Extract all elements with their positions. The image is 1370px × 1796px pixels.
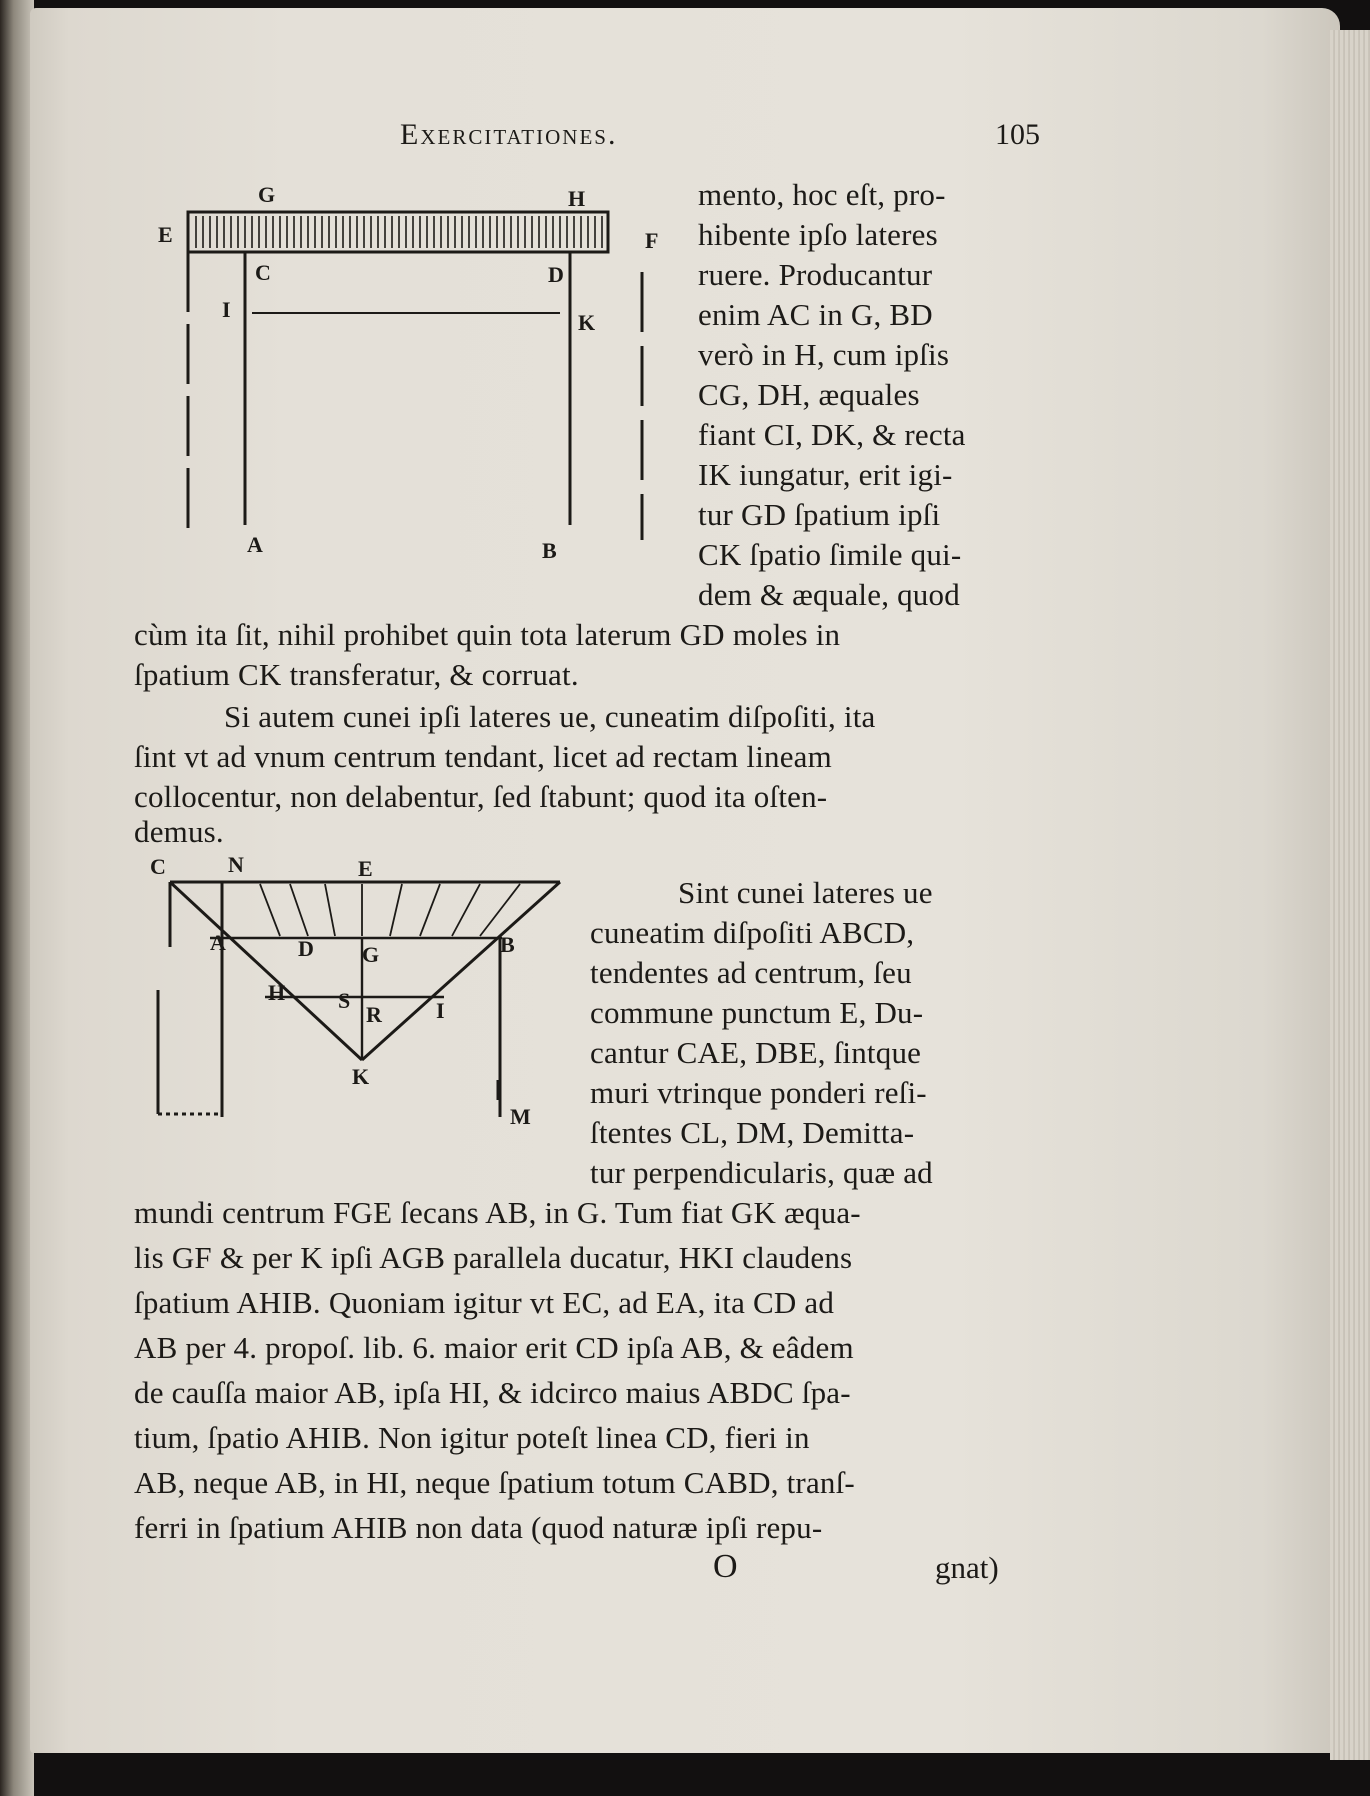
fig1-label-b: B [542,538,557,560]
book-gutter [0,0,34,1796]
fig2-label-n: N [228,852,244,877]
text-line: AB, neque AB, in HI, neque ſpatium totum CABD, tranſ- [134,1465,855,1500]
text-line: enim AC in G, BD [698,297,933,332]
text-line: mento, hoc eſt, pro- [698,177,946,212]
fig2-label-a: A [210,930,226,955]
text-line: ruere. Producantur [698,257,933,292]
text-line: tium, ſpatio AHIB. Non igitur poteſt linea CD, fieri in [134,1420,810,1455]
text-line: commune punctum E, Du- [590,995,924,1030]
fig1-label-i: I [222,297,231,322]
fig2-label-s: S [338,988,351,1013]
fig2-label-i: I [436,998,445,1023]
text-line: demus. [134,814,224,849]
text-line: muri vtrinque ponderi reſi- [590,1075,927,1110]
text-line: cantur CAE, DBE, ſintque [590,1035,922,1070]
text-line: cuneatim diſpoſiti ABCD, [590,915,915,950]
text-line: cùm ita ſit, nihil prohibet quin tota laterum GD moles in [134,617,841,652]
text-line: dem & æquale, quod [698,577,960,612]
text-line: Si autem cunei ipſi lateres ue, cuneatim diſpoſiti, ita [224,699,876,734]
text-line: CK ſpatio ſimile qui- [698,537,962,572]
fig2-label-r: R [366,1002,382,1027]
text-line: fiant CI, DK, & recta [698,417,966,452]
wedge-joint-line [290,884,308,936]
fig2-label-g: G [362,942,380,967]
page-edges [1330,30,1370,1760]
fig2-label-m: M [510,1104,531,1129]
text-line: verò in H, cum ipſis [698,337,950,372]
fig1-label-f: F [645,228,659,253]
text-line: ſtentes CL, DM, Demitta- [590,1115,915,1150]
running-head: Exercitationes. [400,118,618,151]
text-line: mundi centrum FGE ſecans AB, in G. Tum fiat GK æqua- [134,1195,861,1230]
text-line: ſint vt ad vnum centrum tendant, licet ad rectam lineam [134,739,832,774]
text-line: IK iungatur, erit igi- [698,457,953,492]
fig1-label-k: K [578,310,596,335]
text-line: tur perpendicularis, quæ ad [590,1155,933,1190]
fig1-label-d: D [548,262,564,287]
wedge-joint-line [325,884,335,936]
text-line: AB per 4. propoſ. lib. 6. maior erit CD ipſa AB, & eâdem [134,1330,854,1365]
text-line: de cauſſa maior AB, ipſa HI, & idcirco maius ABDC ſpa- [134,1375,851,1410]
text-line: tendentes ad centrum, ſeu [590,955,912,990]
fig2-label-b: B [500,932,515,957]
page-header [400,118,1040,158]
fig2-label-d: D [298,936,314,961]
fig1-label-e: E [158,222,173,247]
text-line: ſpatium AHIB. Quoniam igitur vt EC, ad EA, ita CD ad [134,1285,835,1320]
fig2-label-h: H [268,980,286,1005]
wedge-joint-line [260,884,280,936]
fig1-label-a: A [247,532,263,557]
text-line: Sint cunei lateres ue [678,875,933,910]
wedge-joint-line [420,884,440,936]
text-line: lis GF & per K ipſi AGB parallela ducatur, HKI claudens [134,1240,853,1275]
text-line: collocentur, non delabentur, ſed ſtabunt; quod ita oſten- [134,779,828,814]
text-line: ferri in ſpatium AHIB non data (quod naturæ ipſi repu- [134,1510,823,1545]
wedge-joint-line [452,884,480,936]
wedge-joint-line [390,884,402,936]
fig1-label-c: C [255,260,271,285]
text-line: hibente ipſo lateres [698,217,938,252]
signature-mark: O [713,1548,738,1585]
wedge-joint-line [480,884,520,936]
fig1-label-h: H [568,186,586,211]
text-line: CG, DH, æquales [698,377,920,412]
catchword: gnat) [935,1550,999,1585]
fig1-label-g: G [258,182,276,207]
figure-lintel-diagram [150,180,670,560]
text-line: tur GD ſpatium ipſi [698,497,941,532]
figure-wedge-diagram [140,852,580,1132]
page-number: 105 [995,118,1040,151]
text-line: ſpatium CK transferatur, & corruat. [134,657,579,692]
fig2-label-k: K [352,1064,370,1089]
fig2-label-e: E [358,856,373,881]
fig2-label-c: C [150,854,166,879]
